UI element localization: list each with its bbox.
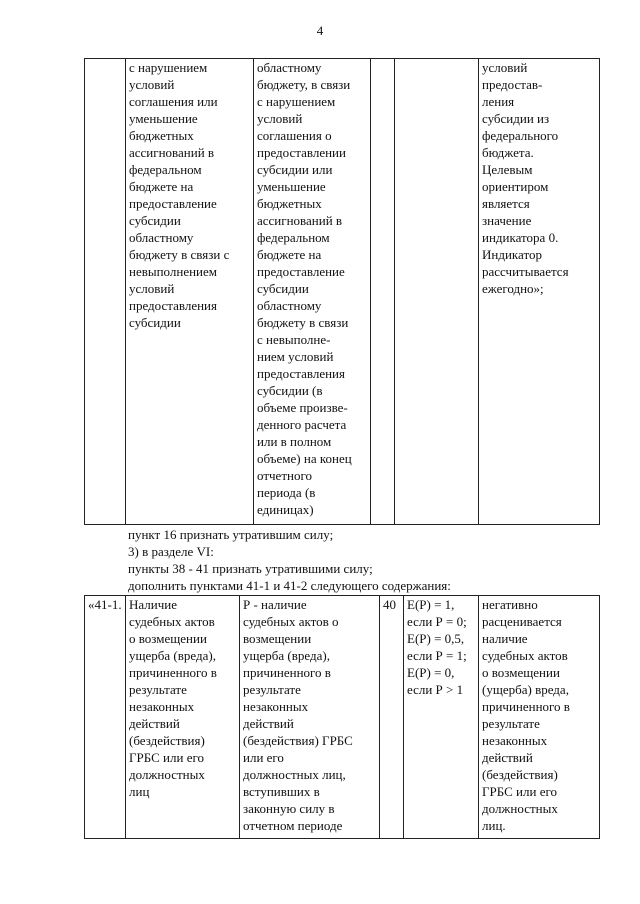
cell-weight <box>371 59 395 525</box>
paragraph-3: пункты 38 - 41 признать утратившими силу; <box>128 561 373 576</box>
cell-calculation-formula: Р - наличие судебных актов о возмещении ущерба (вреда), причиненного в результате незаконных действий (бездействия) ГРБС или его должностных лиц, вступивших в законную силу в отчетном периоде <box>240 596 380 839</box>
cell-indicator-name: с нарушением условий соглашения или уменьшение бюджетных ассигнований в федеральном бюджете на предоставление субсидии областному бюджету в связи с невыполнением условий предоставления субсидии <box>126 59 254 525</box>
cell-number: «41-1. <box>85 596 126 839</box>
cell-calculation-formula: областному бюджету, в связи с нарушением условий соглашения о предоставлении субсидии или уменьшение бюджетных ассигнований в федеральном бюджете на предоставление субсидии областному бюджету в связи с невыполне- нием условий предоставления субсидии (в объеме произве- денного расчета или в полном объеме) на конец отчетного периода (в единицах) <box>254 59 371 525</box>
cell-number <box>85 59 126 525</box>
cell-evaluation <box>395 59 479 525</box>
table-row <box>85 596 600 839</box>
paragraph-4: дополнить пунктами 41-1 и 41-2 следующего содержания: <box>128 578 451 593</box>
table-row <box>85 59 600 525</box>
paragraph-2: 3) в разделе VI: <box>128 544 214 559</box>
cell-comment: негативно расценивается наличие судебных актов о возмещении (ущерба) вреда, причиненного в результате незаконных действий (бездействия) ГРБС или его должностных лиц. <box>479 596 600 839</box>
cell-weight: 40 <box>380 596 404 839</box>
indicator-table-new-items <box>84 595 600 839</box>
cell-indicator-name: Наличие судебных актов о возмещении ущерба (вреда), причиненного в результате незаконных действий (бездействия) ГРБС или его должностных лиц <box>126 596 240 839</box>
paragraph-1: пункт 16 признать утратившим силу; <box>128 527 334 542</box>
cell-evaluation: Е(Р) = 1, если Р = 0; Е(Р) = 0,5, если Р = 1; Е(Р) = 0, если Р > 1 <box>404 596 479 839</box>
indicator-table-continuation <box>84 58 600 525</box>
page-number: 4 <box>316 23 324 38</box>
cell-comment: условий предостав- ления субсидии из федерального бюджета. Целевым ориентиром является значение индикатора 0. Индикатор рассчитывается ежегодно»; <box>479 59 600 525</box>
